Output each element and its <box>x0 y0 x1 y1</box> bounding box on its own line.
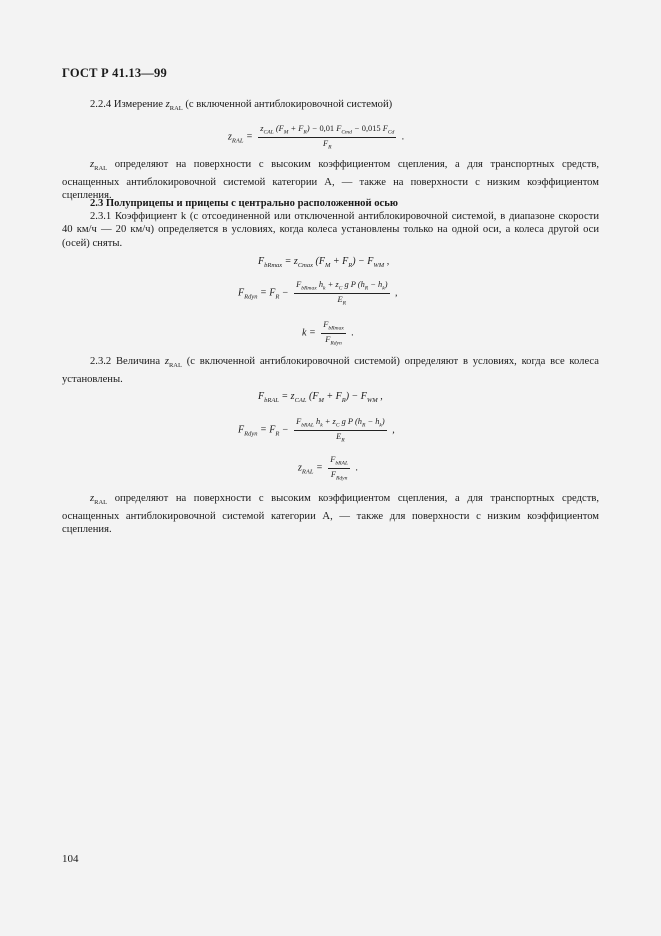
formula-z-ral: $z_{RAL}$ = $\frac{z_{CAL} (F_M + F_R) - 0,01 F_{Cmd} - 0,015 F_{Cd}}{F_R}$ . <box>228 124 405 151</box>
page-number: 104 <box>62 853 79 865</box>
section-224-heading: 2.2.4 Измерение $z_{RAL}$ (с включенной антиблокировочной системой) <box>90 99 393 113</box>
section-232-text: 2.3.2 Величина $z_{RAL}$ (с включенной антиблокировочной системой) определяют в условиях, когда все колеса установлены. <box>62 356 599 385</box>
section-23-note: $z_{RAL}$ определяют на поверхности с высоким коэффициентом сцепления, а для транспортных средств, оснащенных антиблокировочной системой категории A, — также для поверхности с низким коэффициентом сцепления. <box>62 493 599 535</box>
section-224-heading-suffix: (с включенной антиблокировочной системой) <box>185 99 393 110</box>
formula-fbrmax: $F_{bRmax} = z_{Cmax}$ $(F_M + F_R) - F_{WM}$ , <box>258 256 390 269</box>
section-23-title: 2.3 Полуприцепы и прицепы с центрально расположенной осью <box>90 198 398 209</box>
section-231-text: 2.3.1 Коэффициент k (с отсоединенной или отключенной антиблокировочной системой, в диапазоне скорости 40 км/ч — 20 км/ч) определяется в условиях, когда колеса установлены только на одной оси, а колеса другой оси (осей) сняты. <box>62 211 599 249</box>
formula-frdyn-1: $F_{Rdyn} = F_R$ − $\frac{F_{bRmax} h_k + z_C g P (h_R - h_k)}{E_R}$ , <box>238 280 398 307</box>
formula-zral: $z_{RAL}$ = $\frac{F_{bRAL}}{F_{Rdyn}}$ . <box>298 455 359 482</box>
document-header: ГОСТ Р 41.13—99 <box>62 66 167 80</box>
section-224-heading-prefix: 2.2.4 Измерение <box>90 99 163 110</box>
formula-frdyn-2: $F_{Rdyn} = F_R$ − $\frac{F_{bRAL} h_k + z_C g P (h_R - h_k)}{E_R}$ , <box>238 417 395 444</box>
formula-k: k = $\frac{F_{bRmax}}{F_{Rdyn}}$ . <box>302 320 354 347</box>
formula-fbral: $F_{bRAL} = z_{CAL}$ $(F_M + F_R) - F_{WM}$ , <box>258 391 383 404</box>
formula-z-ral-fraction: $\frac{z_{CAL} (F_M + F_R) - 0,01 F_{Cmd} - 0,015 F_{Cd}}{F_R}$ <box>260 124 395 151</box>
section-224-note: $z_{RAL}$ определяют на поверхности с высоким коэффициентом сцепления, а для транспортных средств, оснащенных антиблокировочной системой категории A, — также на поверхности с низким коэффициентом сцепления. <box>62 159 599 201</box>
